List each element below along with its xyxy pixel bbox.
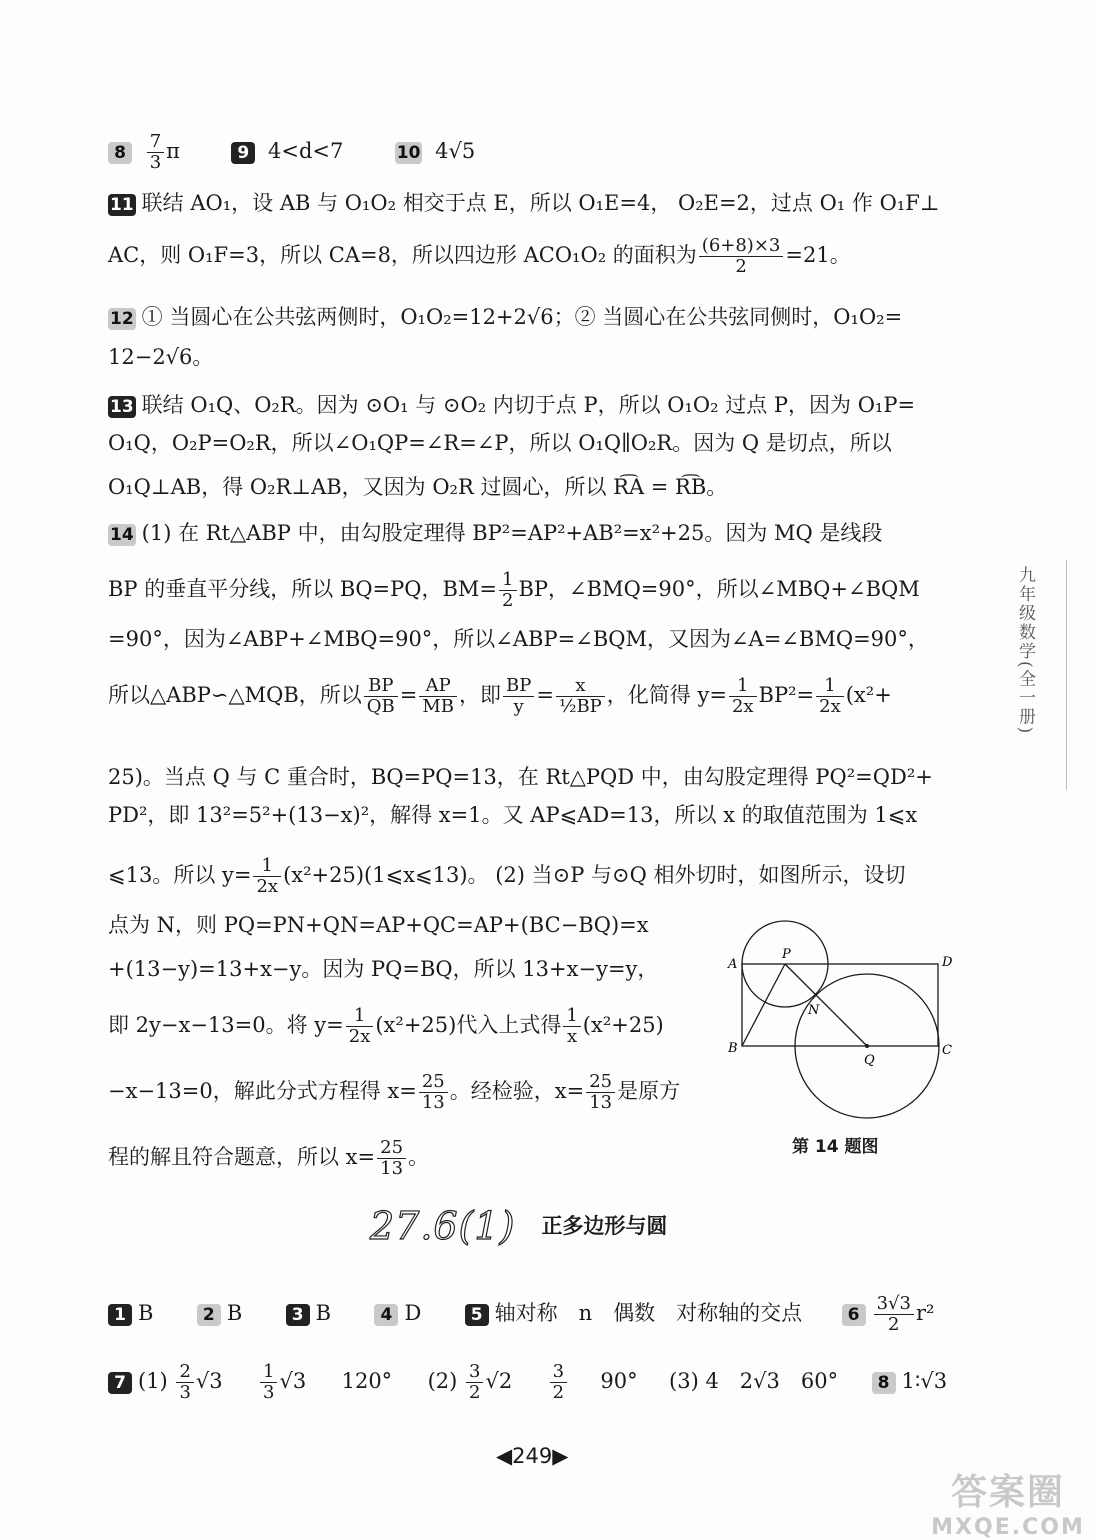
question-number-2: 2 xyxy=(197,1304,221,1326)
q13-text: O₁Q，O₂P=O₂R，所以∠O₁QP=∠R=∠P，所以 O₁Q∥O₂R。因为 Q 是切点，所以 xyxy=(108,431,892,455)
q12-text: 12−2√6。 xyxy=(108,345,214,369)
q14-text: PD²，即 13²=5²+(13−x)²，解得 x=1。又 AP⩽AD=13，所以 x 的取值范围为 1⩽x xyxy=(108,803,918,827)
fraction: $\frac{7}{3}$ xyxy=(147,132,164,173)
label-a: A xyxy=(728,957,738,972)
q7-part-3: (3) 4 2√3 60° xyxy=(669,1369,839,1393)
question-number-14: 14 xyxy=(110,524,134,545)
q14-line-3 xyxy=(108,624,929,654)
q14-text: = xyxy=(536,683,554,707)
q12-line-2 xyxy=(108,342,213,372)
question-number-12: 12 xyxy=(110,308,134,329)
q14-text: +(13−y)=13+x−y。因为 PQ=BQ，所以 13+x−y=y， xyxy=(108,957,659,981)
q13-line-1 xyxy=(108,390,915,420)
q11-line-2 xyxy=(108,236,851,277)
q14-line-1 xyxy=(108,518,882,548)
q14-text: ⩽13。所以 y= xyxy=(108,863,252,887)
q14-figure xyxy=(722,914,972,1124)
answers-1-6 xyxy=(108,1294,934,1335)
q14-text: BP，∠BMQ=90°，所以∠MBQ+∠BQM xyxy=(518,577,920,601)
answer-5: 轴对称 n 偶数 对称轴的交点 xyxy=(494,1301,803,1325)
fraction: $\frac{(6+8)\times 3}{2}$ xyxy=(699,236,784,277)
q14-text: = xyxy=(399,683,418,707)
q7-text: √2 xyxy=(485,1369,513,1393)
label-d: D xyxy=(942,955,953,970)
question-number-6: 6 xyxy=(842,1304,866,1326)
q13-text: 联结 O₁Q、O₂R。因为 ⊙O₁ 与 ⊙O₂ 内切于点 P，所以 O₁O₂ 过点 P，因为 O₁P= xyxy=(141,393,916,417)
sidebar-rule xyxy=(1066,560,1067,790)
watermark-logo xyxy=(924,1464,1092,1540)
answer-2: B xyxy=(226,1301,243,1325)
answer-6: r² xyxy=(915,1301,935,1325)
q14-text: 。经检验，x= xyxy=(449,1079,585,1103)
question-number-10: 10 xyxy=(396,142,421,163)
fraction: $\frac{1}{x}$ xyxy=(563,1006,580,1047)
q14-text: 即 2y−x−13=0。将 y= xyxy=(108,1013,344,1037)
q14-text: 程的解且符合题意，所以 x= xyxy=(108,1145,376,1169)
q14-line-4 xyxy=(108,676,892,717)
q14-line-10 xyxy=(108,1006,664,1047)
book-title-sidebar: 九年级数学(全一册) xyxy=(1015,566,1035,736)
question-number-11: 11 xyxy=(110,194,134,215)
q11-text: =21。 xyxy=(785,243,851,267)
question-number-3: 3 xyxy=(286,1304,310,1326)
answer-9: 4<d<7 xyxy=(268,139,344,163)
q14-text: 所以△ABP∽△MQB，所以 xyxy=(108,683,362,707)
q14-line-2 xyxy=(108,570,920,611)
q14-text: (x²+25) xyxy=(582,1013,664,1037)
answer-8b: 1∶√3 xyxy=(901,1369,948,1393)
fraction: $\frac{3}{2}$ xyxy=(466,1362,483,1403)
question-number-7: 7 xyxy=(108,1372,132,1394)
q14-text: (x²+ xyxy=(845,683,892,707)
figure-caption: 第 14 题图 xyxy=(792,1137,879,1157)
fraction: $\frac{1}{2x}$ xyxy=(253,856,281,897)
q11-line-1 xyxy=(108,188,940,218)
q13-text: O₁Q⊥AB，得 O₂R⊥AB，又因为 O₂R 过圆心，所以 R͡A = R͡B。 xyxy=(108,475,728,499)
label-p: P xyxy=(782,947,791,962)
q14-text: ，化简得 y= xyxy=(606,683,727,707)
fraction: $\frac{25}{13}$ xyxy=(586,1072,615,1113)
q12-text: ① 当圆心在公共弦两侧时，O₁O₂=12+2√6；② 当圆心在公共弦同侧时，O₁O₂= xyxy=(141,305,903,329)
answers-8-10 xyxy=(108,132,475,173)
answer-4: D xyxy=(404,1301,422,1325)
label-q: Q xyxy=(864,1053,875,1068)
q13-line-3 xyxy=(108,472,727,502)
fraction: $\frac{BP}{y}$ xyxy=(503,676,534,717)
fraction: $\frac{1}{2x}$ xyxy=(729,676,757,717)
question-number-1: 1 xyxy=(108,1304,132,1326)
question-number-4: 4 xyxy=(374,1304,398,1326)
answer-3: B xyxy=(315,1301,332,1325)
q11-text: AC，则 O₁F=3，所以 CA=8，所以四边形 ACO₁O₂ 的面积为 xyxy=(108,243,697,267)
q14-text: ，即 xyxy=(459,683,502,707)
question-number-8b: 8 xyxy=(872,1372,896,1394)
answer-10: 4√5 xyxy=(435,139,476,163)
label-c: C xyxy=(942,1043,952,1058)
q14-text: 是原方 xyxy=(617,1079,681,1103)
question-number-13: 13 xyxy=(110,396,134,417)
q14-line-9 xyxy=(108,954,658,984)
fraction: $\frac{3√3}{2}$ xyxy=(874,1294,914,1335)
label-b: B xyxy=(728,1041,738,1056)
label-n: N xyxy=(808,1003,820,1018)
fraction: $\frac{AP}{MB}$ xyxy=(419,676,457,717)
q14-text: (1) 在 Rt△ABP 中，由勾股定理得 BP²=AP²+AB²=x²+25。因为 MQ 是线段 xyxy=(141,521,883,545)
q14-text: (x²+25)(1⩽x⩽13)。 (2) 当⊙P 与⊙Q 相外切时，如图所示，设切 xyxy=(283,863,906,887)
question-number-9: 9 xyxy=(231,142,255,164)
section-number: 27.6(1) xyxy=(370,1204,516,1248)
q7-part-1: (1) xyxy=(138,1369,168,1393)
q14-text: BP²= xyxy=(758,683,815,707)
q14-text: 点为 N，则 PQ=PN+QN=AP+QC=AP+(BC−BQ)=x xyxy=(108,913,649,937)
q12-line-1 xyxy=(108,302,902,332)
fraction: $\frac{25}{13}$ xyxy=(377,1138,406,1179)
q14-line-8 xyxy=(108,910,649,940)
q14-line-7 xyxy=(108,856,906,897)
answer-1: B xyxy=(138,1301,154,1325)
watermark-line-2: MXQE.COM xyxy=(931,1515,1085,1540)
q14-line-5 xyxy=(108,762,933,792)
fraction: $\frac{2}{3}$ xyxy=(176,1362,193,1403)
q13-line-2 xyxy=(108,428,892,458)
fraction: $\frac{1}{2x}$ xyxy=(816,676,844,717)
fraction: $\frac{BP}{QB}$ xyxy=(364,676,398,717)
q14-text: −x−13=0，解此分式方程得 x= xyxy=(108,1079,417,1103)
q14-text: (x²+25)代入上式得 xyxy=(375,1013,562,1037)
point-q xyxy=(865,1044,869,1048)
answers-7-8 xyxy=(108,1362,947,1403)
q7-text: √3 xyxy=(195,1369,223,1393)
fraction: $\frac{1}{2x}$ xyxy=(346,1006,374,1047)
section-title: 正多边形与圆 xyxy=(541,1214,668,1238)
fraction: $\frac{1}{2}$ xyxy=(499,570,516,611)
fraction: $\frac{x}{\text{½BP}}$ xyxy=(556,676,605,717)
section-heading xyxy=(370,1204,667,1248)
q14-line-11 xyxy=(108,1072,680,1113)
fraction: $\frac{1}{3}$ xyxy=(260,1362,277,1403)
fraction: $\frac{3}{2}$ xyxy=(550,1362,567,1403)
fraction: $\frac{25}{13}$ xyxy=(419,1072,448,1113)
q14-text: 25)。当点 Q 与 C 重合时，BQ=PQ=13，在 Rt△PQD 中，由勾股定理得 PQ²=QD²+ xyxy=(108,765,933,789)
q7-text: 90° xyxy=(600,1369,638,1393)
q7-text: 120° xyxy=(341,1369,393,1393)
segment-bp xyxy=(742,964,785,1046)
question-number-8: 8 xyxy=(108,142,132,164)
q14-line-12 xyxy=(108,1138,429,1179)
q11-text: 联结 AO₁，设 AB 与 O₁O₂ 相交于点 E，所以 O₁E=4， O₂E=2，过点 O₁ 作 O₁F⊥ xyxy=(141,191,940,215)
q14-line-6 xyxy=(108,800,917,830)
q14-text: 。 xyxy=(408,1145,430,1169)
watermark-line-1: 答案圈 xyxy=(950,1472,1065,1513)
q7-text: √3 xyxy=(279,1369,307,1393)
q7-part-2: (2) xyxy=(427,1369,458,1393)
question-number-5: 5 xyxy=(465,1304,489,1326)
q14-text: BP 的垂直平分线，所以 BQ=PQ，BM= xyxy=(108,577,498,601)
q14-text: =90°，因为∠ABP+∠MBQ=90°，所以∠ABP=∠BQM，又因为∠A=∠BMQ=90°， xyxy=(108,627,929,651)
page-number: ◀249▶ xyxy=(496,1444,569,1468)
answer-8: π xyxy=(166,139,180,163)
